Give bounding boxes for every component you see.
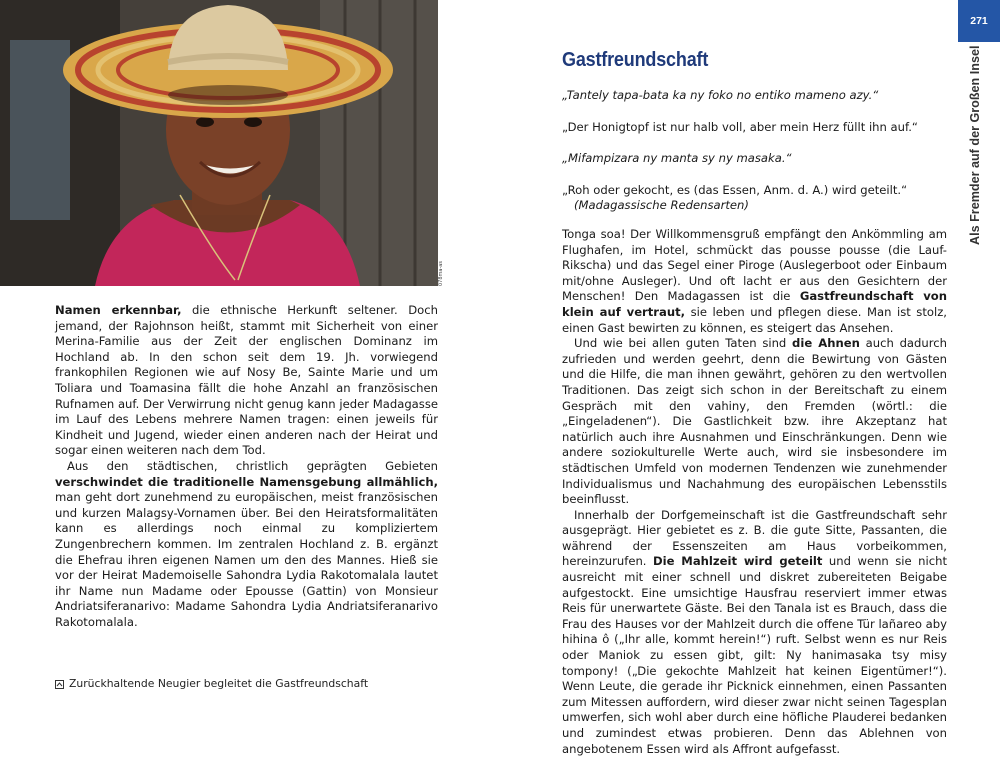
- portrait-photo: [0, 0, 438, 286]
- quote-malagasy-1: „Tantely tapa-bata ka ny foko no entiko mameno azy.“: [562, 88, 879, 102]
- right-paragraph-1: Tonga soa! Der Willkommensgruß empfängt den Ankömmling am Flughafen, im Hotel, schmückt das pousse pousse (die Lauf-Rikscha) und das Segel einer Piroge (Auslegerboot oder Einbaum mit/ohne Ausleger). Und oft lacht er aus den Gesichtern der Menschen! Den Madagassen ist die Gastfreundschaft von klein auf vertraut, sie leben und pflegen diese. Man ist stolz, einen Gast bewirten zu können, es steigert das Ansehen.: [562, 227, 948, 335]
- caption-arrow-icon: [55, 680, 64, 689]
- left-body-text: [55, 303, 438, 630]
- quotes-block: [562, 88, 947, 230]
- left-paragraph-2: Aus den städtischen, christlich geprägten Gebieten verschwindet die traditionelle Namensgebung allmählich, man geht dort zunehmend zu europäischen, meist französischen und kurzen Malagsy-Vornamen über. Bei den Heiratsformalitäten kann es allerdings noch einmal zu kompliziertem Zungenbrechern kommen. Im zentralen Hochland z. B. ergänzt die Ehefrau ihren eigenen Namen um den des Mannes. Hieß sie vor der Heirat Mademoiselle Sahondra Lydia Rakotomalala lautet ihr Name nun Madame oder Epousse (Gattin) von Monsieur Andriatsiferanarivo: Madame Sahondra Lydia Andriatsiferanarivo Rakotomalala.: [55, 458, 438, 629]
- right-body-text: [562, 227, 947, 757]
- photo-caption: [55, 677, 368, 691]
- quote-german-1: „Der Honigtopf ist nur halb voll, aber mein Herz füllt ihn auf.“: [562, 119, 918, 134]
- left-paragraph-1: Namen erkennbar, die ethnische Herkunft seltener. Doch jemand, der Rajohnson heißt, stammt mit Sicherheit von einer Merina-Familie aus der Zeit der englischen Dominanz im Hochland ab. In den schon seit dem 19. Jh. vorwiegend frankophilen Regionen wie auf Nosy Be, Sainte Marie und um Toliara und Toamasina fällt die hohe Anzahl an französischen Rufnamen auf. Der Verwirrung nicht genug kann jeder Madagasse im Lauf des Lebens mehrere Namen tragen: einen jeweils für Kindheit und Jugend, wieder einen anderen nach der Heirat und sogar einen weiteren nach dem Tod.: [55, 303, 438, 458]
- caption-text: Zurückhaltende Neugier begleitet die Gastfreundschaft: [69, 677, 369, 690]
- right-paragraph-2: Und wie bei allen guten Taten sind die Ahnen auch dadurch zufrieden und werden geehrt, denn die Bewirtung von Gästen und die Hilfe, die man ihnen gewährt, gehören zu den wertvollen Traditionen. Das zeigt sich schon in der Bereitschaft zu einem Gespräch mit den vahiny, den Fremden (wörtl.: die „Eingeladenen“). Die Gastlichkeit bzw. ihre Akzeptanz hat natürlich auch ihre Ausnahmen und Einschränkungen. Denn wie andere soziokulturelle Werte auch, wird sie insbesondere im städtischen Umfeld von modernen Tendenzen wie zunehmender Individualismus und Nachahmung des europäischen Lebensstils beeinflusst.: [562, 336, 947, 507]
- chapter-title-vertical: Als Fremder auf der Großen Insel: [968, 45, 982, 245]
- right-paragraph-3: Innerhalb der Dorfgemeinschaft ist die Gastfreundschaft sehr ausgeprägt. Hier gebietet es z. B. die gute Sitte, Passanten, die während der Essenszeiten am Haus vorbeikommen, hereinzurufen. Die Mahlzeit wird geteilt und wenn sie nicht ausreicht mit einer schnell und diskret zubereiteten Beigabe aufgestockt. Eine umsichtige Hausfrau reserviert immer etwas Reis für unerwartete Gäste. Bei den Tanala ist es Brauch, dass die Frau des Hauses vor der Mahlzeit durch die offene Tür lañareo aby hihina ô („Ihr alle, kommt herein!“) ruft. Selbst wenn es nur Reis oder Maniok zu essen gibt, gilt: Ny hanimasaka tsy misy tompony! („Die gekochte Mahlzeit hat keinen Eigentümer!“). Wenn Leute, die gerade ihr Picknick einnehmen, einen Passanten zum Mitessen auffordern, wird dieser zwar nicht seinen Tagesplan umwerfen, sich wohl aber durch eine höfliche Plauderei bedanken und zumindest etwas probieren. Denn das Ablehnen von angebotenem Essen wird als Affront aufgefasst.: [562, 507, 947, 756]
- photo-credit: 078ma-as: [438, 261, 444, 286]
- quote-german-2: „Roh oder gekocht, es (das Essen, Anm. d. A.) wird geteilt.“ (Madagassische Redensarten): [562, 183, 947, 214]
- quote-malagasy-2: „Mifampizara ny manta sy ny masaka.“: [562, 151, 792, 166]
- quote-source: (Madagassische Redensarten): [574, 198, 749, 213]
- page-number-tab: 271: [958, 0, 1000, 42]
- section-heading: Gastfreundschaft: [562, 49, 709, 71]
